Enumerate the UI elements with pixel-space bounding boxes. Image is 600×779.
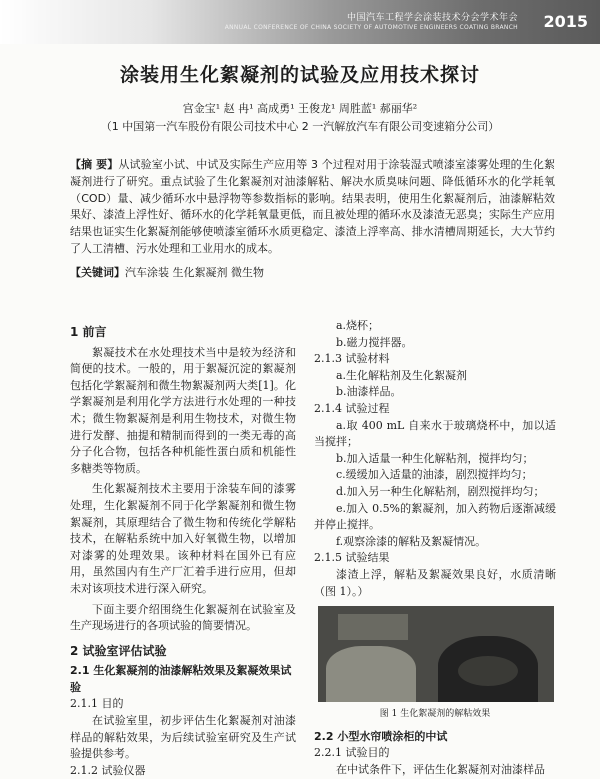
subsection-heading: 2.2 小型水帘喷涂柜的中试	[314, 729, 448, 743]
paragraph: 下面主要介绍围绕生化絮凝剂在试验室及生产现场进行的各项试验的简要情况。	[70, 602, 296, 633]
list-item: b.油漆样品。	[336, 385, 402, 399]
figure-photo	[318, 606, 554, 702]
list-item: a.生化解粘剂及生化絮凝剂	[336, 368, 468, 382]
list-item: c.缓缓加入适量的油漆，剧烈搅拌均匀；	[336, 468, 533, 482]
conference-name: 中国汽车工程学会涂装技术分会学术年会	[346, 13, 518, 23]
list-item: f.观察涂漆的解粘及絮凝情况。	[336, 534, 487, 548]
list-item: b.磁力搅拌器。	[336, 335, 413, 349]
keywords	[70, 264, 555, 280]
subsubsection-heading: 2.2.1 试验目的	[314, 746, 390, 760]
paragraph: 在试验室里，初步评估生化絮凝剂对油漆样品的解粘效果，为后续试验室研究及生产试验提供参考。	[70, 714, 296, 761]
abstract-label: 【摘 要】	[70, 158, 119, 171]
paragraph: 絮凝技术在水处理技术当中是较为经济和简便的技术。一般的，用于絮凝沉淀的絮凝剂包括化学絮凝剂和微生物絮凝剂两大类[1]。化学絮凝剂是利用化学方法进行水处理的一种技术；微生物絮凝剂是利用生物技术，对微生物进行发酵、抽提和精制而得到的一类无毒的高分子化合物，包括各种机能性蛋白质和机能性多糖类等物质。	[70, 345, 296, 475]
figure-caption: 图 1 生化絮凝剂的解粘效果	[379, 709, 491, 720]
list-item: a.取 400 mL 自来水于玻璃烧杯中，加以适当搅拌；	[314, 418, 556, 449]
author-list: 宫金宝¹ 赵 冉¹ 高成勇¹ 王俊龙¹ 周胜蓝¹ 郝丽华²	[182, 102, 418, 115]
paragraph: 漆渣上浮，解粘及絮凝效果良好，水质清晰（图 1）。）	[314, 567, 556, 598]
subsubsection-heading: 2.1.2 试验仪器	[70, 763, 146, 777]
affiliation: （1 中国第一汽车股份有限公司技术中心 2 一汽解放汽车有限公司变速箱分公司）	[100, 120, 500, 133]
keywords-text: 汽车涂装 生化絮凝剂 微生物	[125, 266, 264, 279]
section-heading: 2 试验室评估试验	[70, 643, 167, 658]
sludge-region	[458, 656, 518, 686]
subsubsection-heading: 2.1.4 试验过程	[314, 401, 390, 415]
subsubsection-heading: 2.1.1 目的	[70, 697, 124, 711]
right-column	[314, 318, 556, 778]
header-banner	[0, 0, 600, 44]
subsubsection-heading: 2.1.3 试验材料	[314, 352, 390, 366]
section-heading: 1 前言	[70, 325, 107, 339]
photo-region	[338, 614, 408, 640]
beaker-left	[326, 646, 416, 702]
paper-title: 涂装用生化絮凝剂的试验及应用技术探讨	[119, 64, 480, 86]
paragraph: 生化絮凝剂技术主要用于涂装车间的漆雾处理，生化絮凝剂不同于化学絮凝剂和微生物絮凝剂，其原理结合了微生物和传统化学解粘技术，在解粘系统中加入好氧微生物，以增加对漆雾的处理效果。该种材料在国外已有应用，虽然国内有生产厂汇着手进行应用，但却未对该项技术进行深入研究。	[70, 482, 296, 595]
list-item: a.烧杯；	[336, 319, 380, 332]
list-item: e.加入 0.5%的絮凝剂，加入药物后逐渐减缓并停止搅拌。	[314, 501, 556, 532]
paragraph: 在中试条件下，评估生化絮凝剂对油漆样品	[336, 762, 545, 776]
keywords-label: 【关键词】	[70, 266, 125, 279]
abstract	[70, 157, 555, 258]
list-item: b.加入适量一种生化解粘剂，搅拌均匀；	[336, 451, 534, 465]
abstract-text: 从试验室小试、中试及实际生产应用等 3 个过程对用于涂装湿式喷漆室漆雾处理的生化絮凝剂进行了研究。重点试验了生化絮凝剂对油漆解粘、解决水质臭味问题、降低循环水的化学耗氧（COD）量、减少循环水中悬浮物等参数指标的影响。结果表明，使用生化絮凝剂后，油漆解粘效果好、漆渣上浮性好、循环水的化学耗氧量更低，而且被处理的循环水及漆渣无恶臭；实际生产应用结果也证实生化絮凝剂能够使喷漆室循环水质更稳定、漆渣上浮率高、排水清槽周期延长，大大节约了人工清槽、污水处理和工业用水的成本。	[70, 158, 555, 255]
conference-name-en: ANNUAL CONFERENCE OF CHINA SOCIETY OF AUTOMOTIVE ENGINEERS COATING BRANCH	[224, 24, 518, 31]
list-item: d.加入另一种生化解粘剂，剧烈搅拌均匀；	[336, 484, 545, 498]
subsection-heading: 2.1 生化絮凝剂的油漆解粘效果及絮凝效果试验	[70, 664, 292, 694]
left-column	[70, 318, 296, 779]
subsubsection-heading: 2.1.5 试验结果	[314, 551, 390, 565]
conference-year: 2015	[543, 12, 588, 31]
